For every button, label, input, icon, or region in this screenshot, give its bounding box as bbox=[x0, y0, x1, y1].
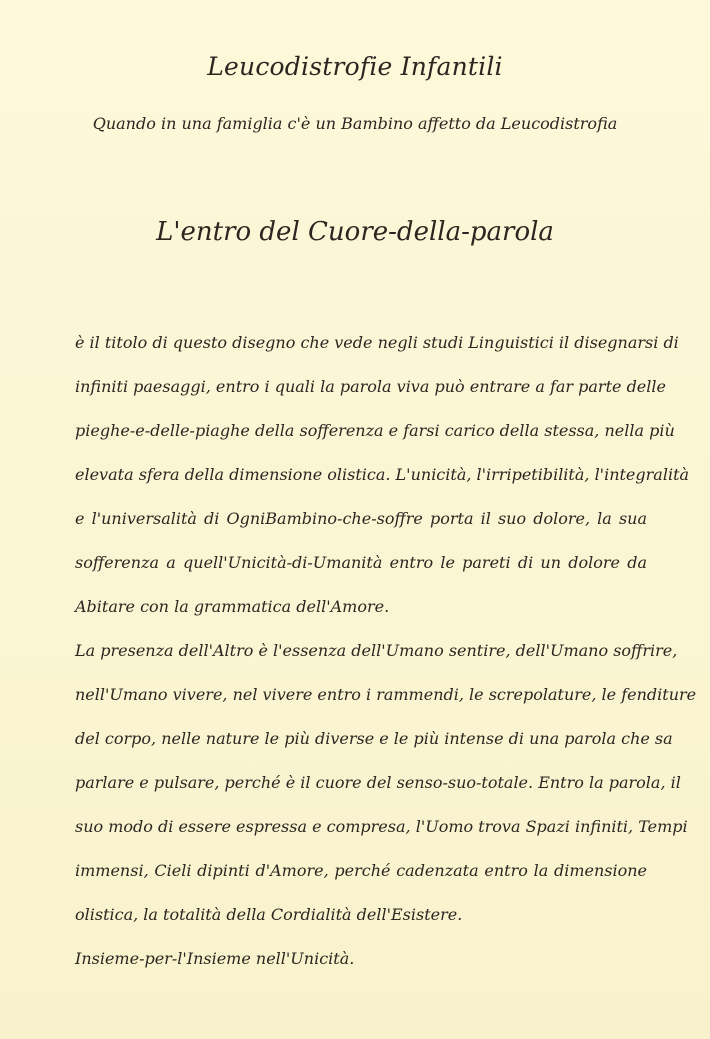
text-line: suo modo di essere espressa e compresa, l'Uomo trova Spazi infiniti, Tempi bbox=[75, 817, 688, 836]
text-line: nell'Umano vivere, nel vivere entro i rammendi, le screpolature, le fenditure bbox=[75, 685, 697, 704]
text-line: del corpo, nelle nature le più diverse e le più intense di una parola che sa bbox=[75, 729, 673, 748]
text-line: elevata sfera della dimensione olistica. L'unicità, l'irripetibilità, l'integralità bbox=[75, 465, 690, 484]
text-line: Insieme-per-l'Insieme nell'Unicità. bbox=[75, 949, 355, 968]
text-line: infiniti paesaggi, entro i quali la parola viva può entrare a far parte delle bbox=[75, 377, 666, 396]
text-line: e l'universalità di OgniBambino-che-soffre porta il suo dolore, la sua bbox=[75, 509, 647, 528]
document-title: Leucodistrofie Infantili bbox=[207, 52, 503, 81]
section-heading: L'entro del Cuore-della-parola bbox=[156, 217, 554, 247]
text-line: La presenza dell'Altro è l'essenza dell'Umano sentire, dell'Umano soffrire, bbox=[75, 641, 678, 660]
body-text bbox=[75, 326, 697, 986]
text-line: sofferenza a quell'Unicità-di-Umanità entro le pareti di un dolore da bbox=[75, 553, 647, 572]
text-line: parlare e pulsare, perché è il cuore del senso-suo-totale. Entro la parola, il bbox=[75, 773, 681, 792]
text-line: olistica, la totalità della Cordialità dell'Esistere. bbox=[75, 905, 463, 924]
text-line: immensi, Cieli dipinti d'Amore, perché cadenzata entro la dimensione bbox=[75, 861, 647, 880]
text-line: Abitare con la grammatica dell'Amore. bbox=[75, 597, 390, 616]
text-line: pieghe-e-delle-piaghe della sofferenza e farsi carico della stessa, nella più bbox=[75, 421, 675, 440]
text-line: è il titolo di questo disegno che vede negli studi Linguistici il disegnarsi di bbox=[75, 333, 679, 352]
document-subtitle: Quando in una famiglia c'è un Bambino affetto da Leucodistrofia bbox=[92, 114, 618, 133]
